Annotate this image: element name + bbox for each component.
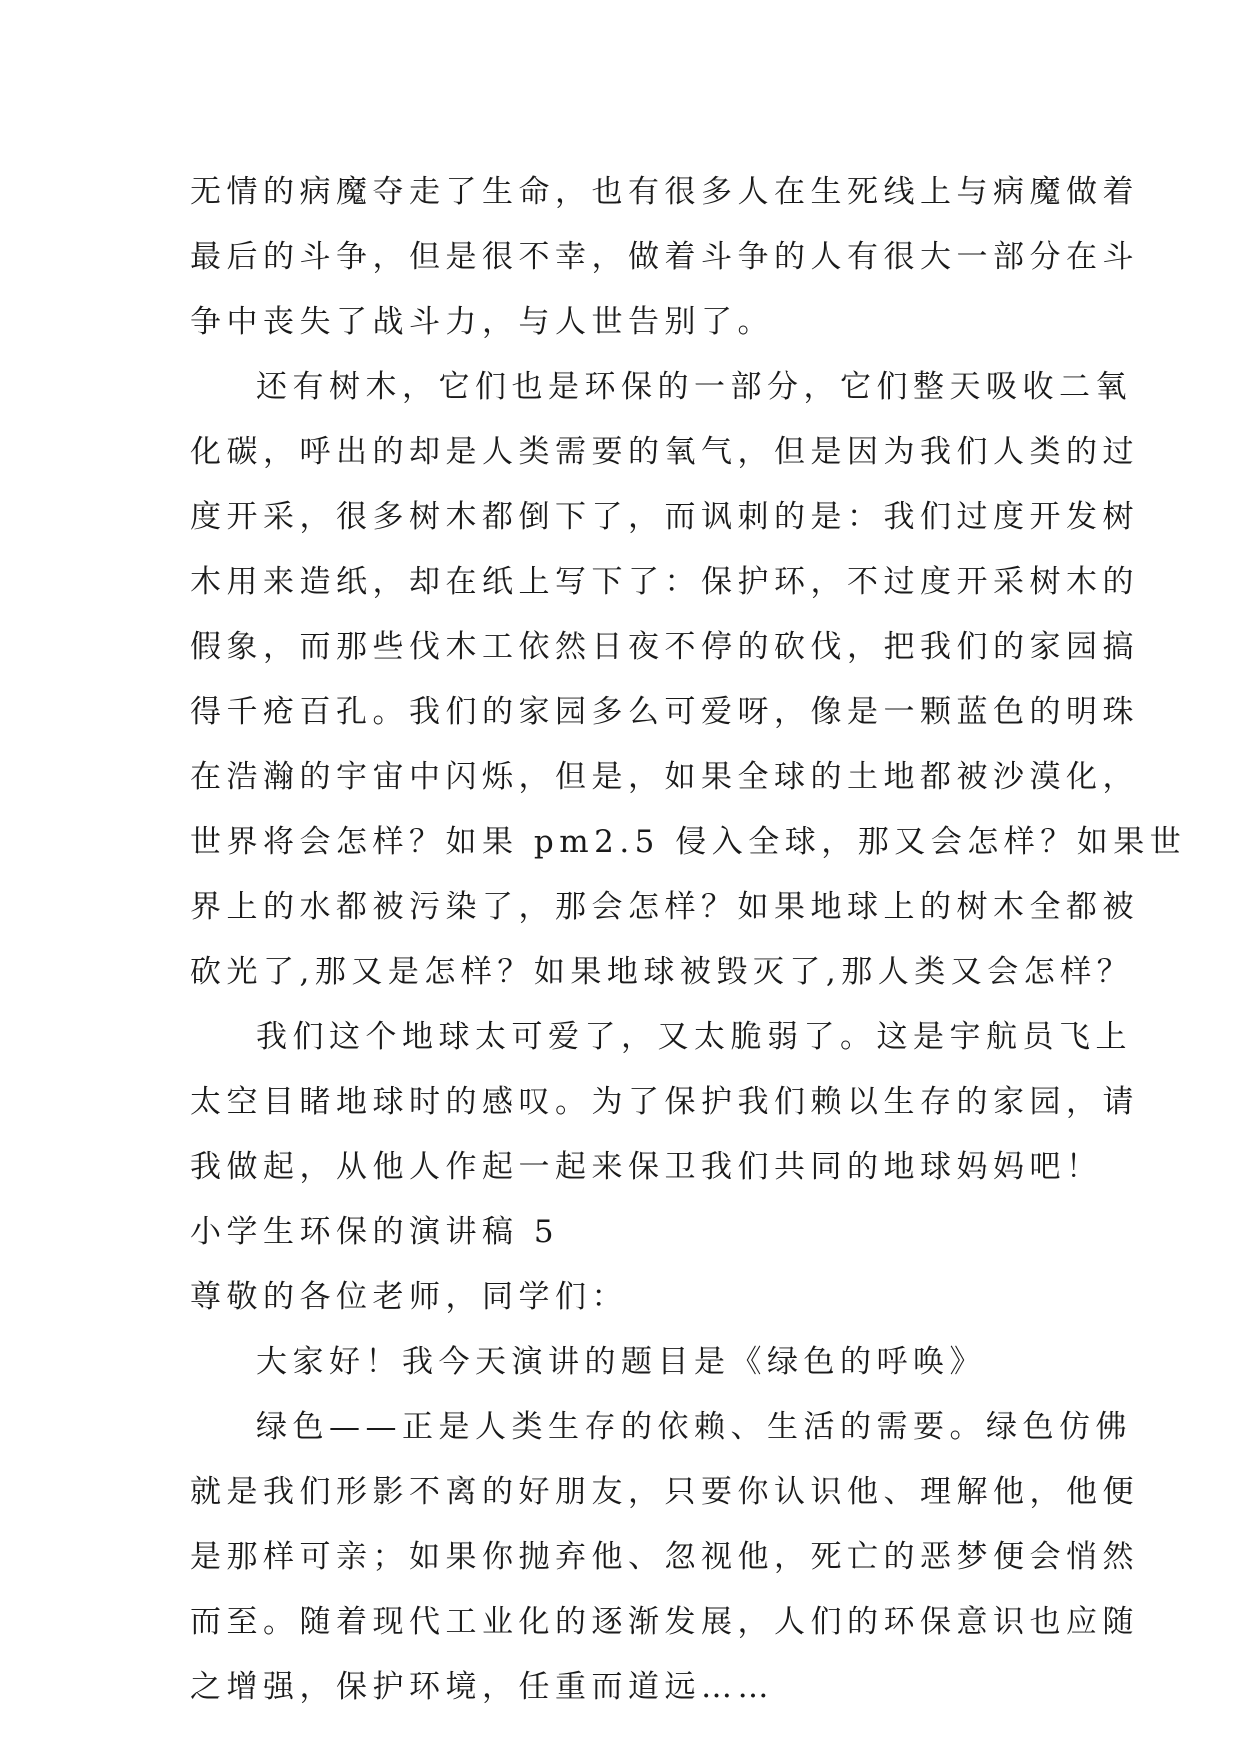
text-line: 界上的水都被污染了，那会怎样？如果地球上的树木全都被 — [190, 889, 1139, 925]
text-line: 就是我们形影不离的好朋友，只要你认识他、理解他，他便 — [190, 1474, 1139, 1510]
text-line: 世界将会怎样？如果 pm2.5 侵入全球，那又会怎样？如果世 — [190, 824, 1187, 860]
text-line: 绿色——正是人类生存的依赖、生活的需要。绿色仿佛 — [256, 1409, 1132, 1445]
text-line: 争中丧失了战斗力，与人世告别了。 — [190, 304, 774, 340]
text-line: 还有树木，它们也是环保的一部分，它们整天吸收二氧 — [256, 369, 1132, 405]
text-line: 是那样可亲；如果你抛弃他、忽视他，死亡的恶梦便会悄然 — [190, 1539, 1139, 1575]
document-body — [190, 160, 1187, 1720]
text-line: 得千疮百孔。我们的家园多么可爱呀，像是一颗蓝色的明珠 — [190, 694, 1139, 730]
text-line: 无情的病魔夺走了生命，也有很多人在生死线上与病魔做着 — [190, 174, 1139, 210]
text-line: 大家好！我今天演讲的题目是《绿色的呼唤》 — [256, 1344, 986, 1380]
text-line: 我做起，从他人作起一起来保卫我们共同的地球妈妈吧！ — [190, 1149, 1103, 1185]
text-line: 之增强，保护环境，任重而道远…… — [190, 1669, 774, 1705]
text-line: 我们这个地球太可爱了，又太脆弱了。这是宇航员飞上 — [256, 1019, 1132, 1055]
text-line: 太空目睹地球时的感叹。为了保护我们赖以生存的家园，请 — [190, 1084, 1139, 1120]
section-title: 小学生环保的演讲稿 5 — [190, 1214, 560, 1250]
text-line: 而至。随着现代工业化的逐渐发展，人们的环保意识也应随 — [190, 1604, 1139, 1640]
text-line: 假象，而那些伐木工依然日夜不停的砍伐，把我们的家园搞 — [190, 629, 1139, 665]
text-line: 木用来造纸，却在纸上写下了：保护环，不过度开采树木的 — [190, 564, 1139, 600]
text-line: 度开采，很多树木都倒下了，而讽刺的是：我们过度开发树 — [190, 499, 1139, 535]
salutation: 尊敬的各位老师，同学们： — [190, 1279, 628, 1315]
text-line: 在浩瀚的宇宙中闪烁，但是，如果全球的土地都被沙漠化， — [190, 759, 1139, 795]
text-line: 最后的斗争，但是很不幸，做着斗争的人有很大一部分在斗 — [190, 239, 1139, 275]
text-line: 化碳，呼出的却是人类需要的氧气，但是因为我们人类的过 — [190, 434, 1139, 470]
text-line: 砍光了,那又是怎样？如果地球被毁灭了,那人类又会怎样？ — [190, 954, 1134, 990]
